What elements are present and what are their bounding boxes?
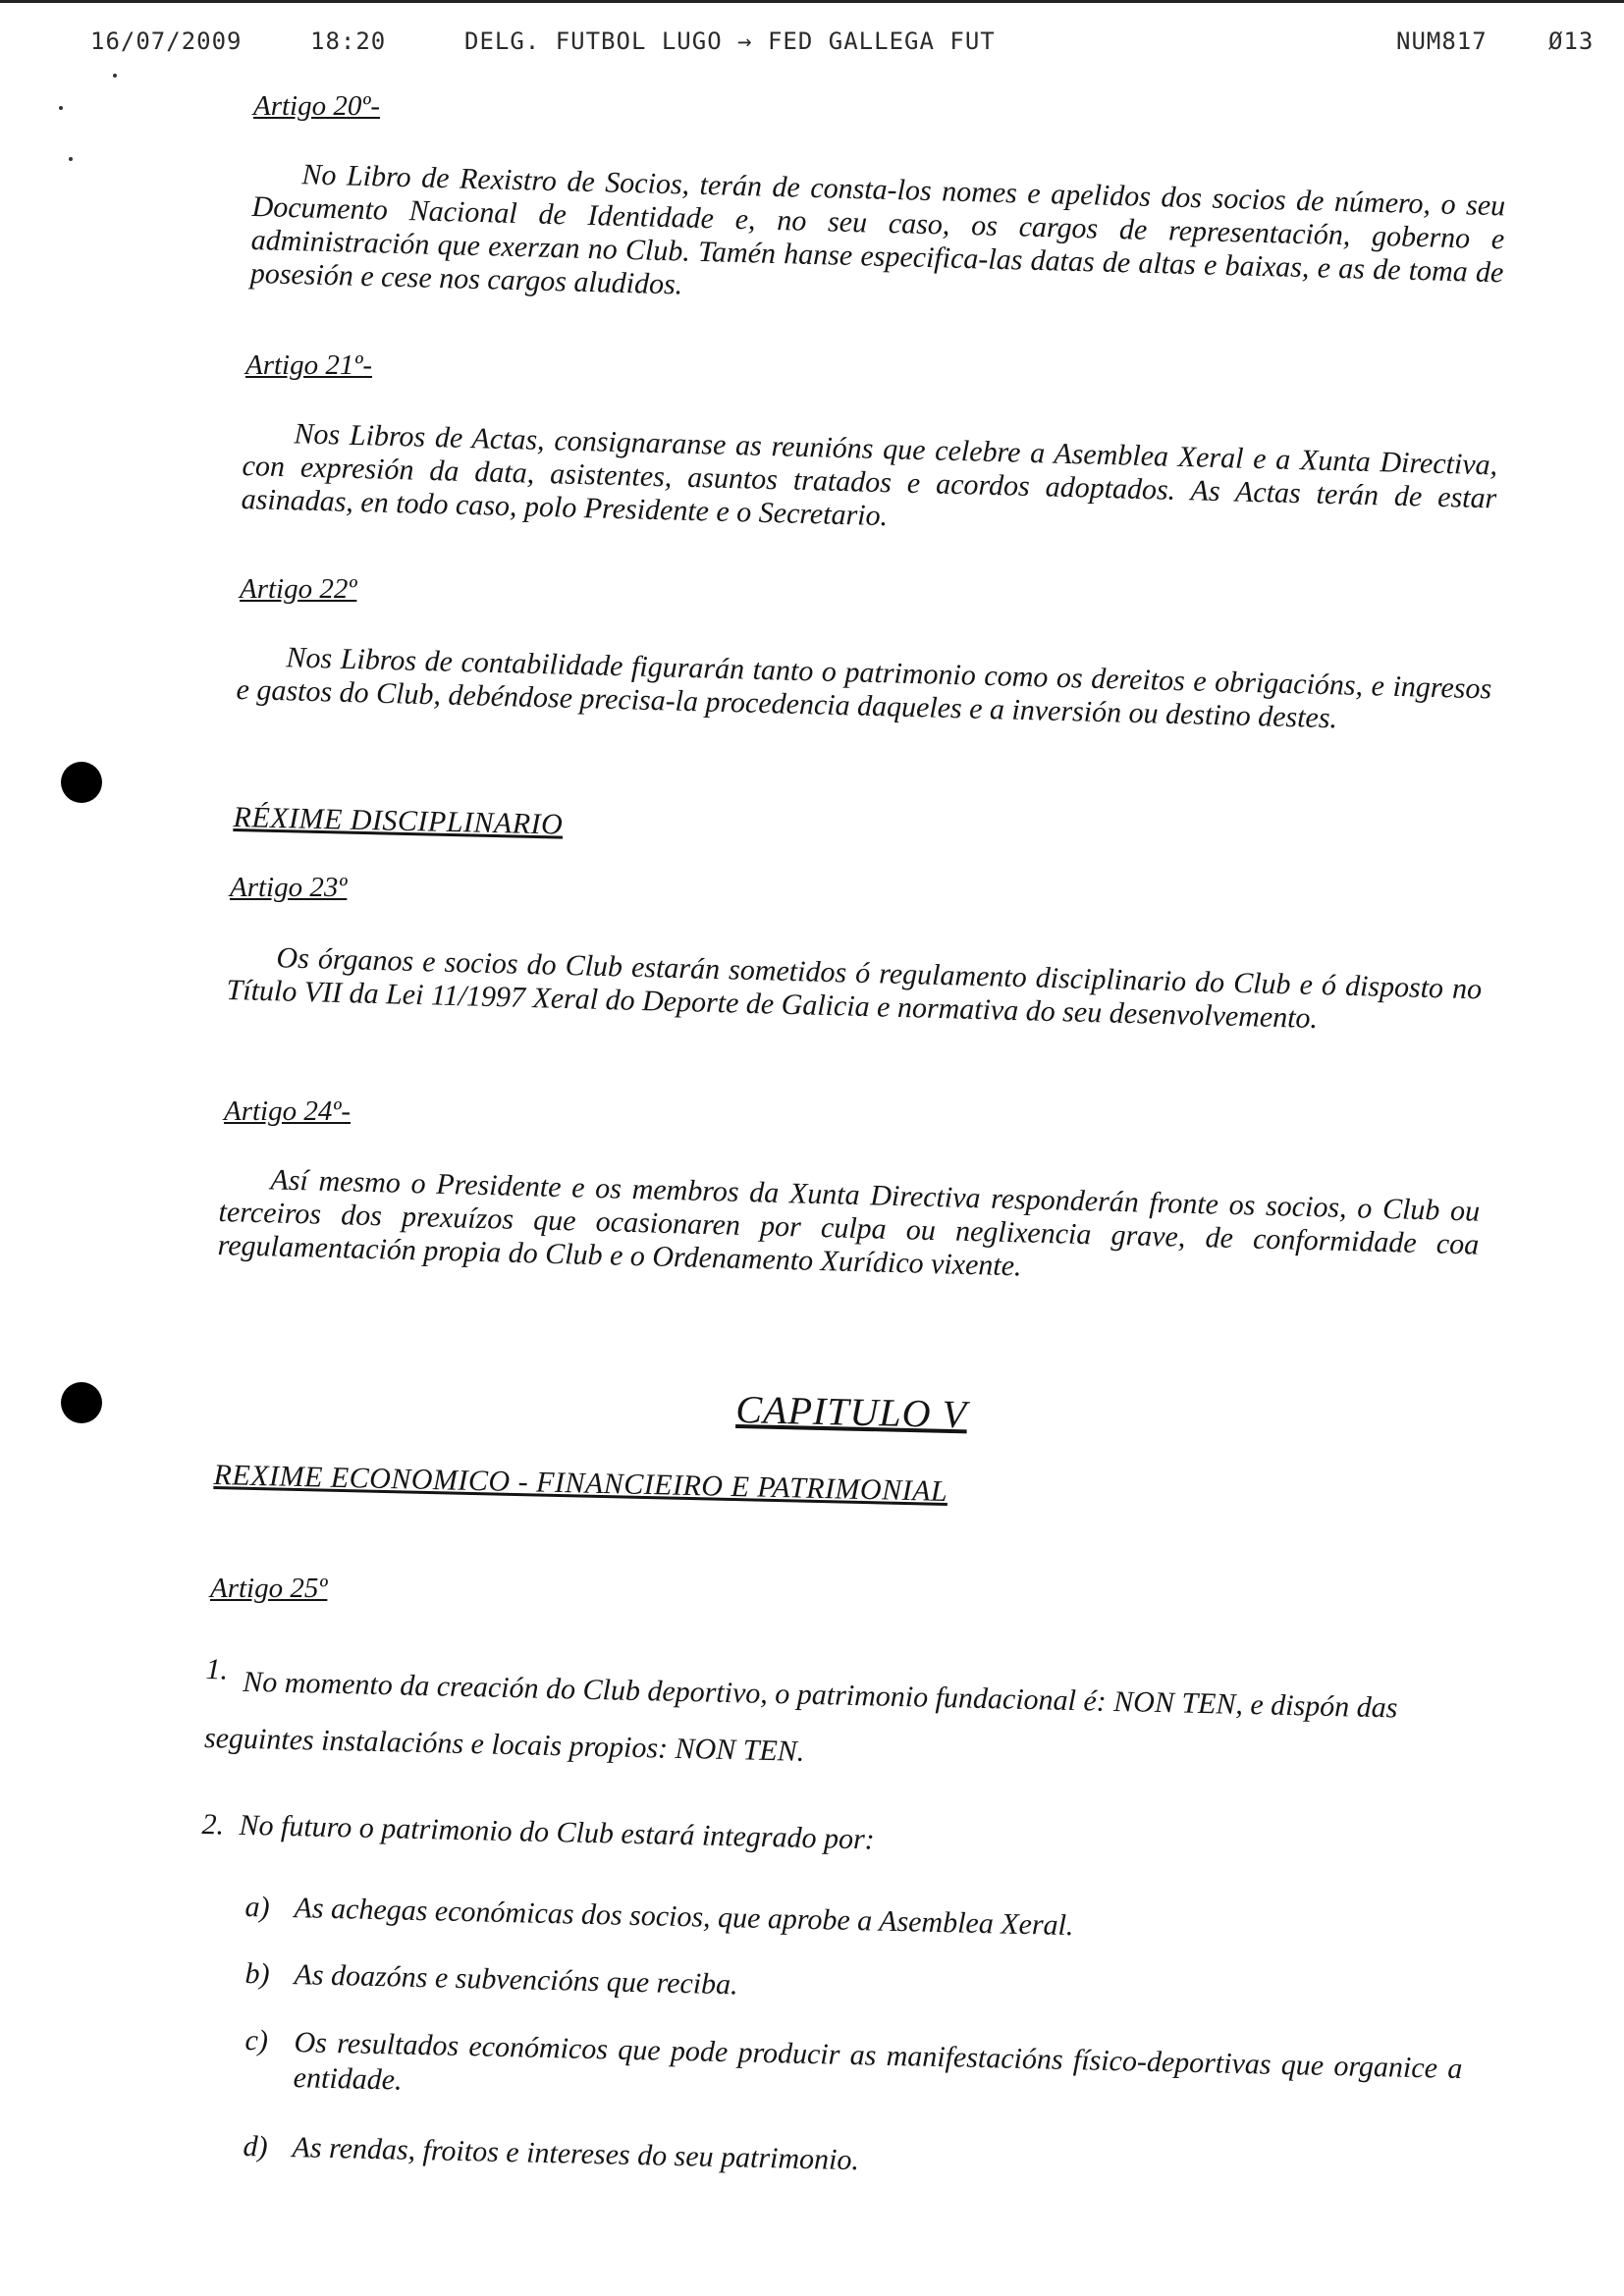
fax-route: DELG. FUTBOL LUGO → FED GALLEGA FUT xyxy=(464,27,996,55)
item-b xyxy=(244,1957,1473,2002)
article-25-point-2 xyxy=(201,1808,1479,1856)
item-b-text: As doazóns e subvencións que reciba. xyxy=(294,1958,739,2002)
fax-number: NUM817 xyxy=(1396,27,1488,55)
article-21-text: Nos Libros de Actas, consignaranse as reunións que celebre a Asemblea Xeral e a Xunta Directiva, con expresión da data, asistentes, asuntos tratados e acordos adoptados. As Actas terán de estar asinadas, en todo caso, polo Presidente e o Secretario. xyxy=(241,417,1498,533)
point-1-text: No momento da creación do Club deportivo, o patrimonio fundacional é: NON TEN, e dispón das seguintes instalacións e locais propios: NON TEN. xyxy=(203,1665,1398,1768)
item-b-marker: b) xyxy=(244,1957,270,1991)
item-a-marker: a) xyxy=(244,1891,270,1924)
chapter-title: CAPITULO V xyxy=(734,1386,968,1437)
punch-hole xyxy=(61,1382,102,1423)
article-24-heading: Artigo 24º- xyxy=(224,1095,352,1127)
item-d-marker: d) xyxy=(243,2130,268,2163)
item-c xyxy=(244,2024,1473,2097)
article-21-heading: Artigo 21º- xyxy=(245,349,373,381)
article-22-heading: Artigo 22º xyxy=(240,573,357,605)
fax-time: 18:20 xyxy=(310,27,387,55)
fax-page-number: Ø13 xyxy=(1548,27,1595,55)
point-1-marker: 1. xyxy=(205,1653,229,1686)
article-23-text: Os órganos e socios do Club estarán sometidos ó regulamento disciplinario do Club e ó disposto no Título VII da Lei 11/1997 Xeral do Deporte de Galicia e normativa do seu desenvolvemento. xyxy=(226,941,1483,1036)
punch-hole xyxy=(61,762,102,803)
article-23-heading: Artigo 23º xyxy=(230,872,348,903)
item-a xyxy=(244,1891,1473,1943)
item-d-text: As rendas, froitos e intereses do seu patrimonio. xyxy=(292,2131,860,2177)
section-disciplinary-title: RÉXIME DISCIPLINARIO xyxy=(233,801,564,841)
top-edge-rule xyxy=(0,0,1624,3)
item-c-text: Os resultados económicos que pode producir as manifestacións físico-deportivas que organice a entidade. xyxy=(293,2026,1463,2097)
scan-speck xyxy=(69,157,73,161)
article-20-text: No Libro de Rexistro de Socios, terán de consta-los nomes e apelidos dos socios de número, o seu Documento Nacional de Identidade e, no seu caso, os cargos de representación, goberno e administración que exerzan no Club. Tamén hanse especifica-las datas de altas e baixas, e as de toma de posesión e cese nos cargos aludidos. xyxy=(249,158,1506,301)
item-d xyxy=(243,2130,1471,2177)
item-c-marker: c) xyxy=(244,2024,269,2057)
article-22-text: Nos Libros de contabilidade figurarán tanto o patrimonio como os dereitos e obrigacións, e ingresos e gastos do Club, debéndose precisa-la procedencia daqueles e a inversión ou destino destes. xyxy=(236,641,1492,735)
article-25-point-1 xyxy=(203,1653,1483,1768)
fax-header xyxy=(0,27,1624,67)
point-2-marker: 2. xyxy=(201,1808,225,1842)
chapter-subtitle: REXIME ECONOMICO - FINANCIEIRO E PATRIMONIAL xyxy=(213,1459,948,1508)
item-a-text: As achegas económicas dos socios, que aprobe a Asemblea Xeral. xyxy=(294,1892,1074,1943)
article-24-text: Así mesmo o Presidente e os membros da Xunta Directiva responderán fronte os socios, o Club ou terceiros dos prexuízos que ocasionaren por culpa ou neglixencia grave, de conformidade coa regulamentación propia do Club e o Ordenamento Xurídico vixente. xyxy=(217,1163,1481,1283)
point-2-text: No futuro o patrimonio do Club estará integrado por: xyxy=(239,1808,876,1856)
article-20-heading: Artigo 20º- xyxy=(253,90,381,122)
scan-speck xyxy=(113,74,117,78)
article-25-heading: Artigo 25º xyxy=(210,1573,328,1604)
fax-date: 16/07/2009 xyxy=(90,27,243,55)
scan-speck xyxy=(59,106,63,110)
